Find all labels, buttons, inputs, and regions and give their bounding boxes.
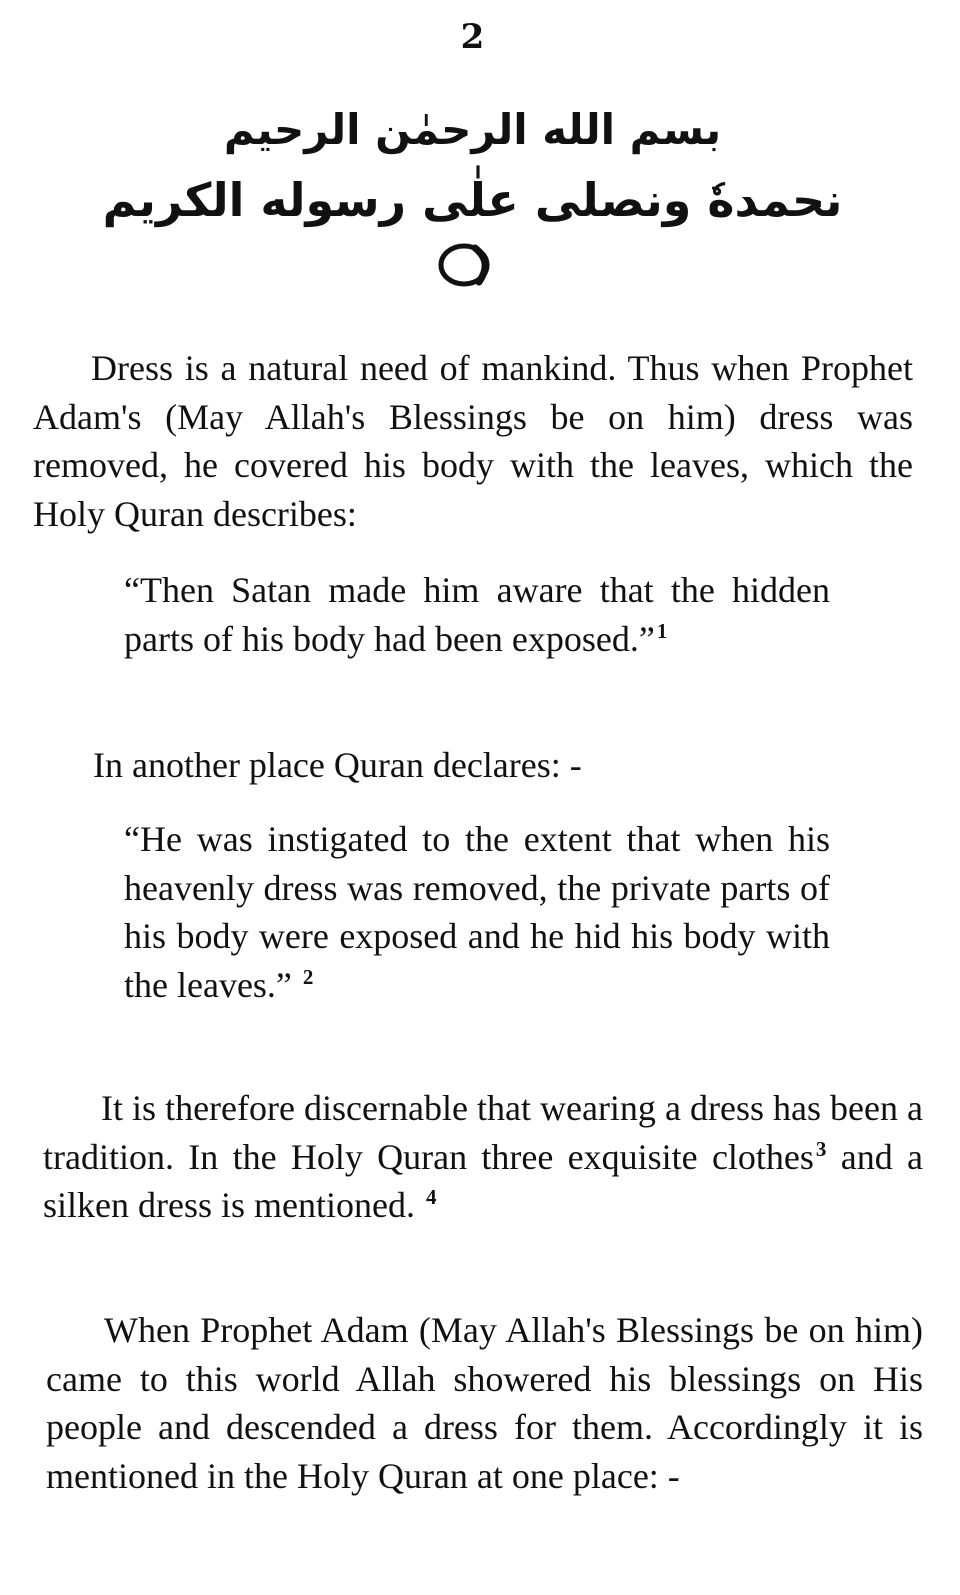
paragraph-tradition-text-1: It is therefore discernable that wearing a dress has been a tradition. In the Holy Quran three exquisite clothes [43,1088,923,1177]
quote-instigated-text: “He was instigated to the extent that when his heavenly dress was removed, the private parts of his body were exposed and he hid his body with the leaves.” [124,819,830,1005]
quote-instigated [124,815,830,1009]
quote-satan-text: “Then Satan made him aware that the hidden parts of his body had been exposed.” [124,570,830,659]
bismillah-heading: بسم الله الرحمٰن الرحيم [223,105,722,154]
quote-satan [124,566,830,663]
footnote-ref-2: 2 [302,964,314,989]
paragraph-tradition [43,1084,923,1230]
paragraph-tradition-text-2: and a silken dress is mentioned. [43,1136,923,1225]
paragraph-another-place: In another place Quran declares: - [93,745,582,785]
paragraph-descended-dress: When Prophet Adam (May Allah's Blessings be on him) came to this world Allah showered his blessings on His people and descended a dress for them. Accordingly it is mentioned in the Holy Quran at one place: - [46,1310,923,1496]
paragraph-dress-need: Dress is a natural need of mankind. Thus when Prophet Adam's (May Allah's Blessings be on him) dress was removed, he covered his body with the leaves, which the Holy Quran describes: [33,348,913,534]
footnote-ref-4: 4 [425,1185,437,1209]
footnote-ref-3: 3 [815,1136,827,1161]
footnote-ref-1: 1 [656,618,668,643]
page-number: 2 [460,17,485,57]
salutation-heading: نحمدهٗ ونصلی علٰی رسوله الکریم [102,173,843,227]
circle-ornament-icon [435,240,495,290]
